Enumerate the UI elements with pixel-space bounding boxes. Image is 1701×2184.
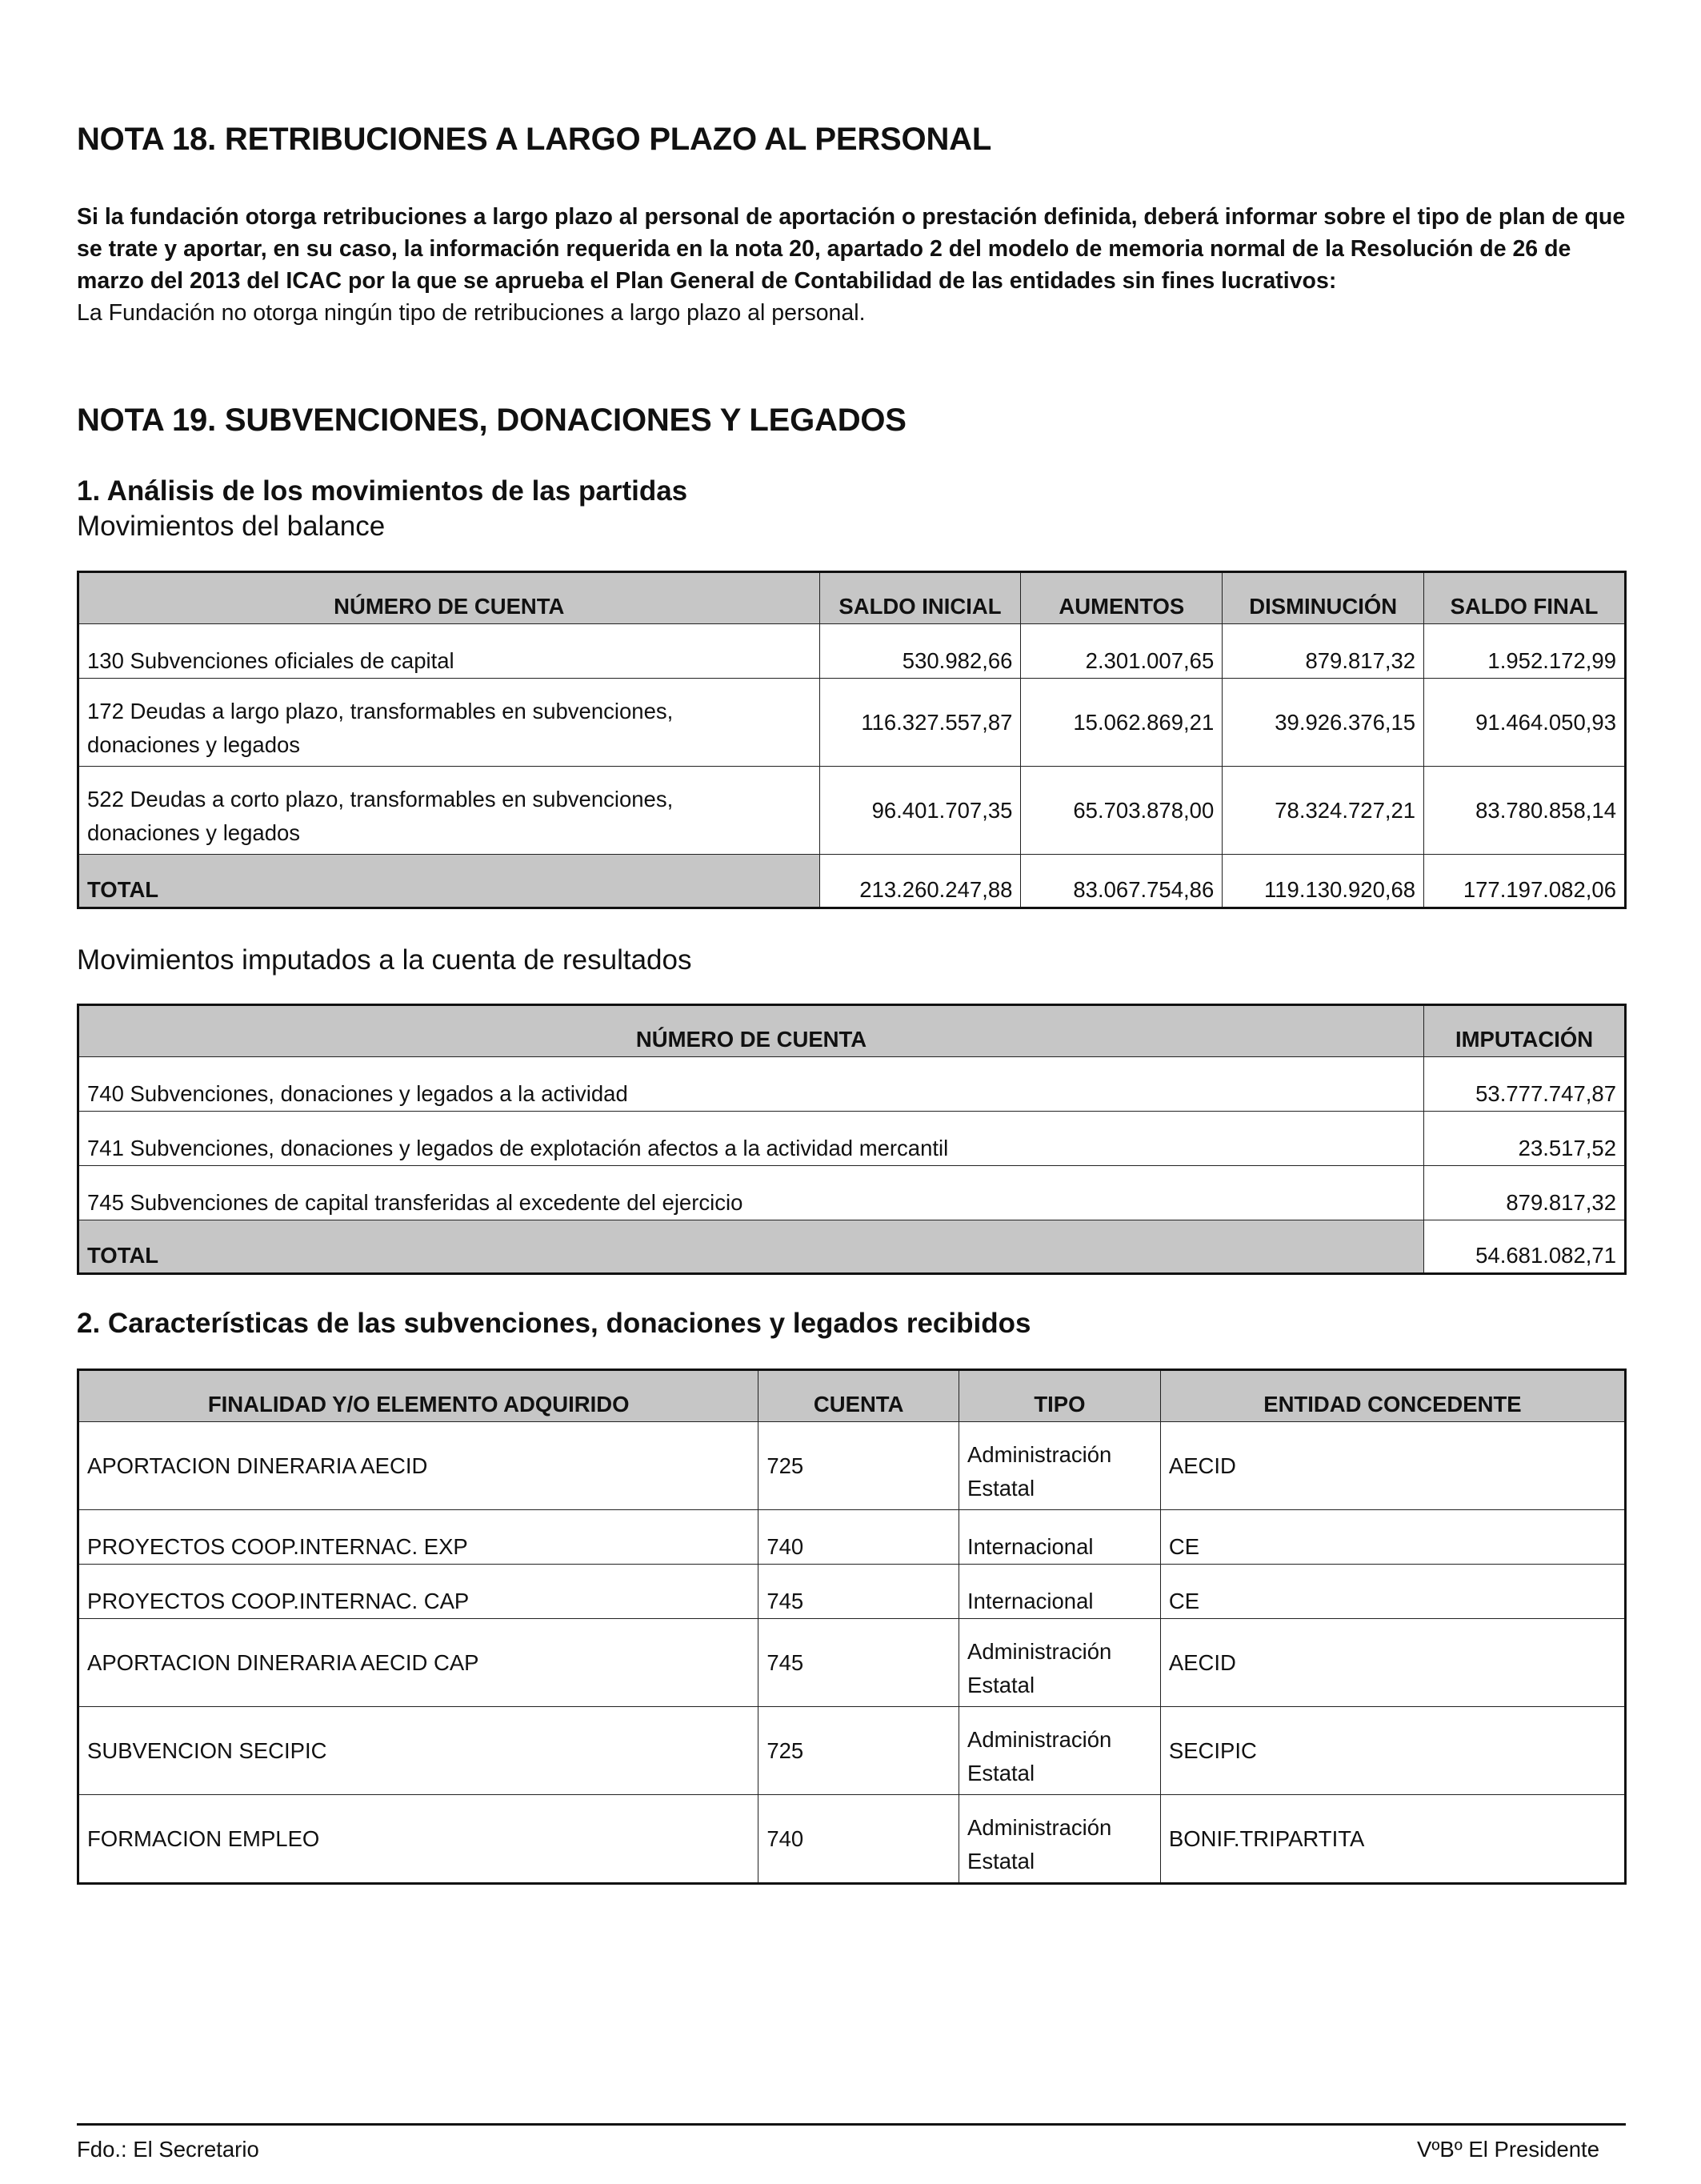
header-cell: AUMENTOS xyxy=(1021,572,1223,624)
tipo-cell: Internacional xyxy=(959,1565,1161,1619)
finalidad-cell: APORTACION DINERARIA AECID CAP xyxy=(78,1619,758,1707)
header-cell: CUENTA xyxy=(758,1370,959,1422)
total-row xyxy=(78,1220,1626,1274)
caracteristicas-table xyxy=(77,1369,1627,1885)
tipo-cell xyxy=(959,1795,1161,1884)
nota18-body xyxy=(77,201,1629,329)
footer-secretario: Fdo.: El Secretario xyxy=(77,2137,259,2162)
resultados-table xyxy=(77,1004,1627,1275)
finalidad-cell: PROYECTOS COOP.INTERNAC. EXP xyxy=(78,1510,758,1565)
tipo-line: Estatal xyxy=(967,1761,1035,1785)
table-header-row xyxy=(78,572,1626,624)
table-row xyxy=(78,1112,1626,1166)
nota18-title: NOTA 18. RETRIBUCIONES A LARGO PLAZO AL PERSONAL xyxy=(77,122,992,157)
tipo-line: Administración xyxy=(967,1639,1112,1664)
cuenta-cell xyxy=(78,767,820,855)
header-cell: SALDO FINAL xyxy=(1424,572,1626,624)
cuenta-cell: 740 xyxy=(758,1795,959,1884)
header-cell: ENTIDAD CONCEDENTE xyxy=(1160,1370,1625,1422)
cuenta-line: donaciones y legados xyxy=(87,732,301,757)
imputacion-cell: 879.817,32 xyxy=(1424,1166,1626,1220)
tipo-line: Administración xyxy=(967,1442,1112,1467)
balance-table xyxy=(77,571,1627,909)
header-cell: TIPO xyxy=(959,1370,1161,1422)
saldo-inicial-cell: 96.401.707,35 xyxy=(819,767,1021,855)
cuenta-cell: 741 Subvenciones, donaciones y legados de explotación afectos a la actividad mercantil xyxy=(78,1112,1424,1166)
header-cell: FINALIDAD Y/O ELEMENTO ADQUIRIDO xyxy=(78,1370,758,1422)
table-row xyxy=(78,679,1626,767)
cuenta-cell xyxy=(78,679,820,767)
disminucion-cell: 879.817,32 xyxy=(1223,624,1424,679)
entidad-cell: CE xyxy=(1160,1510,1625,1565)
total-aumentos: 83.067.754,86 xyxy=(1021,855,1223,908)
nota18-plain-text: La Fundación no otorga ningún tipo de retribuciones a largo plazo al personal. xyxy=(77,300,866,326)
tipo-line: Estatal xyxy=(967,1673,1035,1697)
total-label: TOTAL xyxy=(78,1220,1424,1274)
header-cell: DISMINUCIÓN xyxy=(1223,572,1424,624)
resultados-subtitle: Movimientos imputados a la cuenta de resultados xyxy=(77,944,692,976)
balance-subtitle: Movimientos del balance xyxy=(77,511,386,542)
entidad-cell: CE xyxy=(1160,1565,1625,1619)
nota19-title: NOTA 19. SUBVENCIONES, DONACIONES Y LEGADOS xyxy=(77,403,907,438)
footer-divider xyxy=(77,2123,1626,2126)
cuenta-cell: 725 xyxy=(758,1422,959,1510)
section2-title: 2. Características de las subvenciones, donaciones y legados recibidos xyxy=(77,1308,1031,1339)
aumentos-cell: 65.703.878,00 xyxy=(1021,767,1223,855)
aumentos-cell: 15.062.869,21 xyxy=(1021,679,1223,767)
section1-title: 1. Análisis de los movimientos de las partidas xyxy=(77,475,688,507)
table-row xyxy=(78,624,1626,679)
tipo-line: Administración xyxy=(967,1815,1112,1840)
tipo-line: Estatal xyxy=(967,1476,1035,1501)
total-row xyxy=(78,855,1626,908)
nota18-bold-text: Si la fundación otorga retribuciones a largo plazo al personal de aportación o prestación definida, deberá informar sobre el tipo de plan de que se trate y aportar, en su caso, la información requerida en la nota 20, apartado 2 del modelo de memoria normal de la Resolución de 26 de marzo del 2013 del ICAC por la que se aprueba el Plan General de Contabilidad de las entidades sin fines lucrativos: xyxy=(77,204,1626,294)
header-cell: NÚMERO DE CUENTA xyxy=(78,572,820,624)
finalidad-cell: FORMACION EMPLEO xyxy=(78,1795,758,1884)
cuenta-line: 522 Deudas a corto plazo, transformables en subvenciones, xyxy=(87,787,674,811)
header-cell: IMPUTACIÓN xyxy=(1424,1005,1626,1057)
cuenta-cell: 745 xyxy=(758,1619,959,1707)
imputacion-cell: 23.517,52 xyxy=(1424,1112,1626,1166)
tipo-cell xyxy=(959,1619,1161,1707)
table-row xyxy=(78,1619,1626,1707)
total-label: TOTAL xyxy=(78,855,820,908)
finalidad-cell: APORTACION DINERARIA AECID xyxy=(78,1422,758,1510)
cuenta-cell: 745 Subvenciones de capital transferidas al excedente del ejercicio xyxy=(78,1166,1424,1220)
saldo-final-cell: 91.464.050,93 xyxy=(1424,679,1626,767)
entidad-cell: AECID xyxy=(1160,1619,1625,1707)
table-row xyxy=(78,1422,1626,1510)
table-row xyxy=(78,1707,1626,1795)
table-row xyxy=(78,1565,1626,1619)
saldo-inicial-cell: 530.982,66 xyxy=(819,624,1021,679)
cuenta-cell: 725 xyxy=(758,1707,959,1795)
cuenta-line: donaciones y legados xyxy=(87,820,301,845)
table-row xyxy=(78,767,1626,855)
table-header-row xyxy=(78,1005,1626,1057)
aumentos-cell: 2.301.007,65 xyxy=(1021,624,1223,679)
imputacion-cell: 53.777.747,87 xyxy=(1424,1057,1626,1112)
entidad-cell: BONIF.TRIPARTITA xyxy=(1160,1795,1625,1884)
finalidad-cell: SUBVENCION SECIPIC xyxy=(78,1707,758,1795)
table-row xyxy=(78,1166,1626,1220)
saldo-final-cell: 1.952.172,99 xyxy=(1424,624,1626,679)
tipo-line: Estatal xyxy=(967,1849,1035,1873)
total-saldo-final: 177.197.082,06 xyxy=(1424,855,1626,908)
tipo-cell xyxy=(959,1707,1161,1795)
header-cell: SALDO INICIAL xyxy=(819,572,1021,624)
table-row xyxy=(78,1795,1626,1884)
tipo-cell: Internacional xyxy=(959,1510,1161,1565)
saldo-inicial-cell: 116.327.557,87 xyxy=(819,679,1021,767)
saldo-final-cell: 83.780.858,14 xyxy=(1424,767,1626,855)
disminucion-cell: 39.926.376,15 xyxy=(1223,679,1424,767)
cuenta-cell: 740 xyxy=(758,1510,959,1565)
header-cell: NÚMERO DE CUENTA xyxy=(78,1005,1424,1057)
total-saldo-inicial: 213.260.247,88 xyxy=(819,855,1021,908)
tipo-cell xyxy=(959,1422,1161,1510)
table-row xyxy=(78,1057,1626,1112)
cuenta-cell: 740 Subvenciones, donaciones y legados a la actividad xyxy=(78,1057,1424,1112)
finalidad-cell: PROYECTOS COOP.INTERNAC. CAP xyxy=(78,1565,758,1619)
cuenta-cell: 745 xyxy=(758,1565,959,1619)
total-disminucion: 119.130.920,68 xyxy=(1223,855,1424,908)
disminucion-cell: 78.324.727,21 xyxy=(1223,767,1424,855)
cuenta-line: 172 Deudas a largo plazo, transformables en subvenciones, xyxy=(87,699,674,723)
tipo-line: Administración xyxy=(967,1727,1112,1752)
footer-presidente: VºBº El Presidente xyxy=(1417,2137,1599,2162)
table-header-row xyxy=(78,1370,1626,1422)
entidad-cell: SECIPIC xyxy=(1160,1707,1625,1795)
total-imputacion: 54.681.082,71 xyxy=(1424,1220,1626,1274)
table-row xyxy=(78,1510,1626,1565)
cuenta-cell: 130 Subvenciones oficiales de capital xyxy=(78,624,820,679)
entidad-cell: AECID xyxy=(1160,1422,1625,1510)
